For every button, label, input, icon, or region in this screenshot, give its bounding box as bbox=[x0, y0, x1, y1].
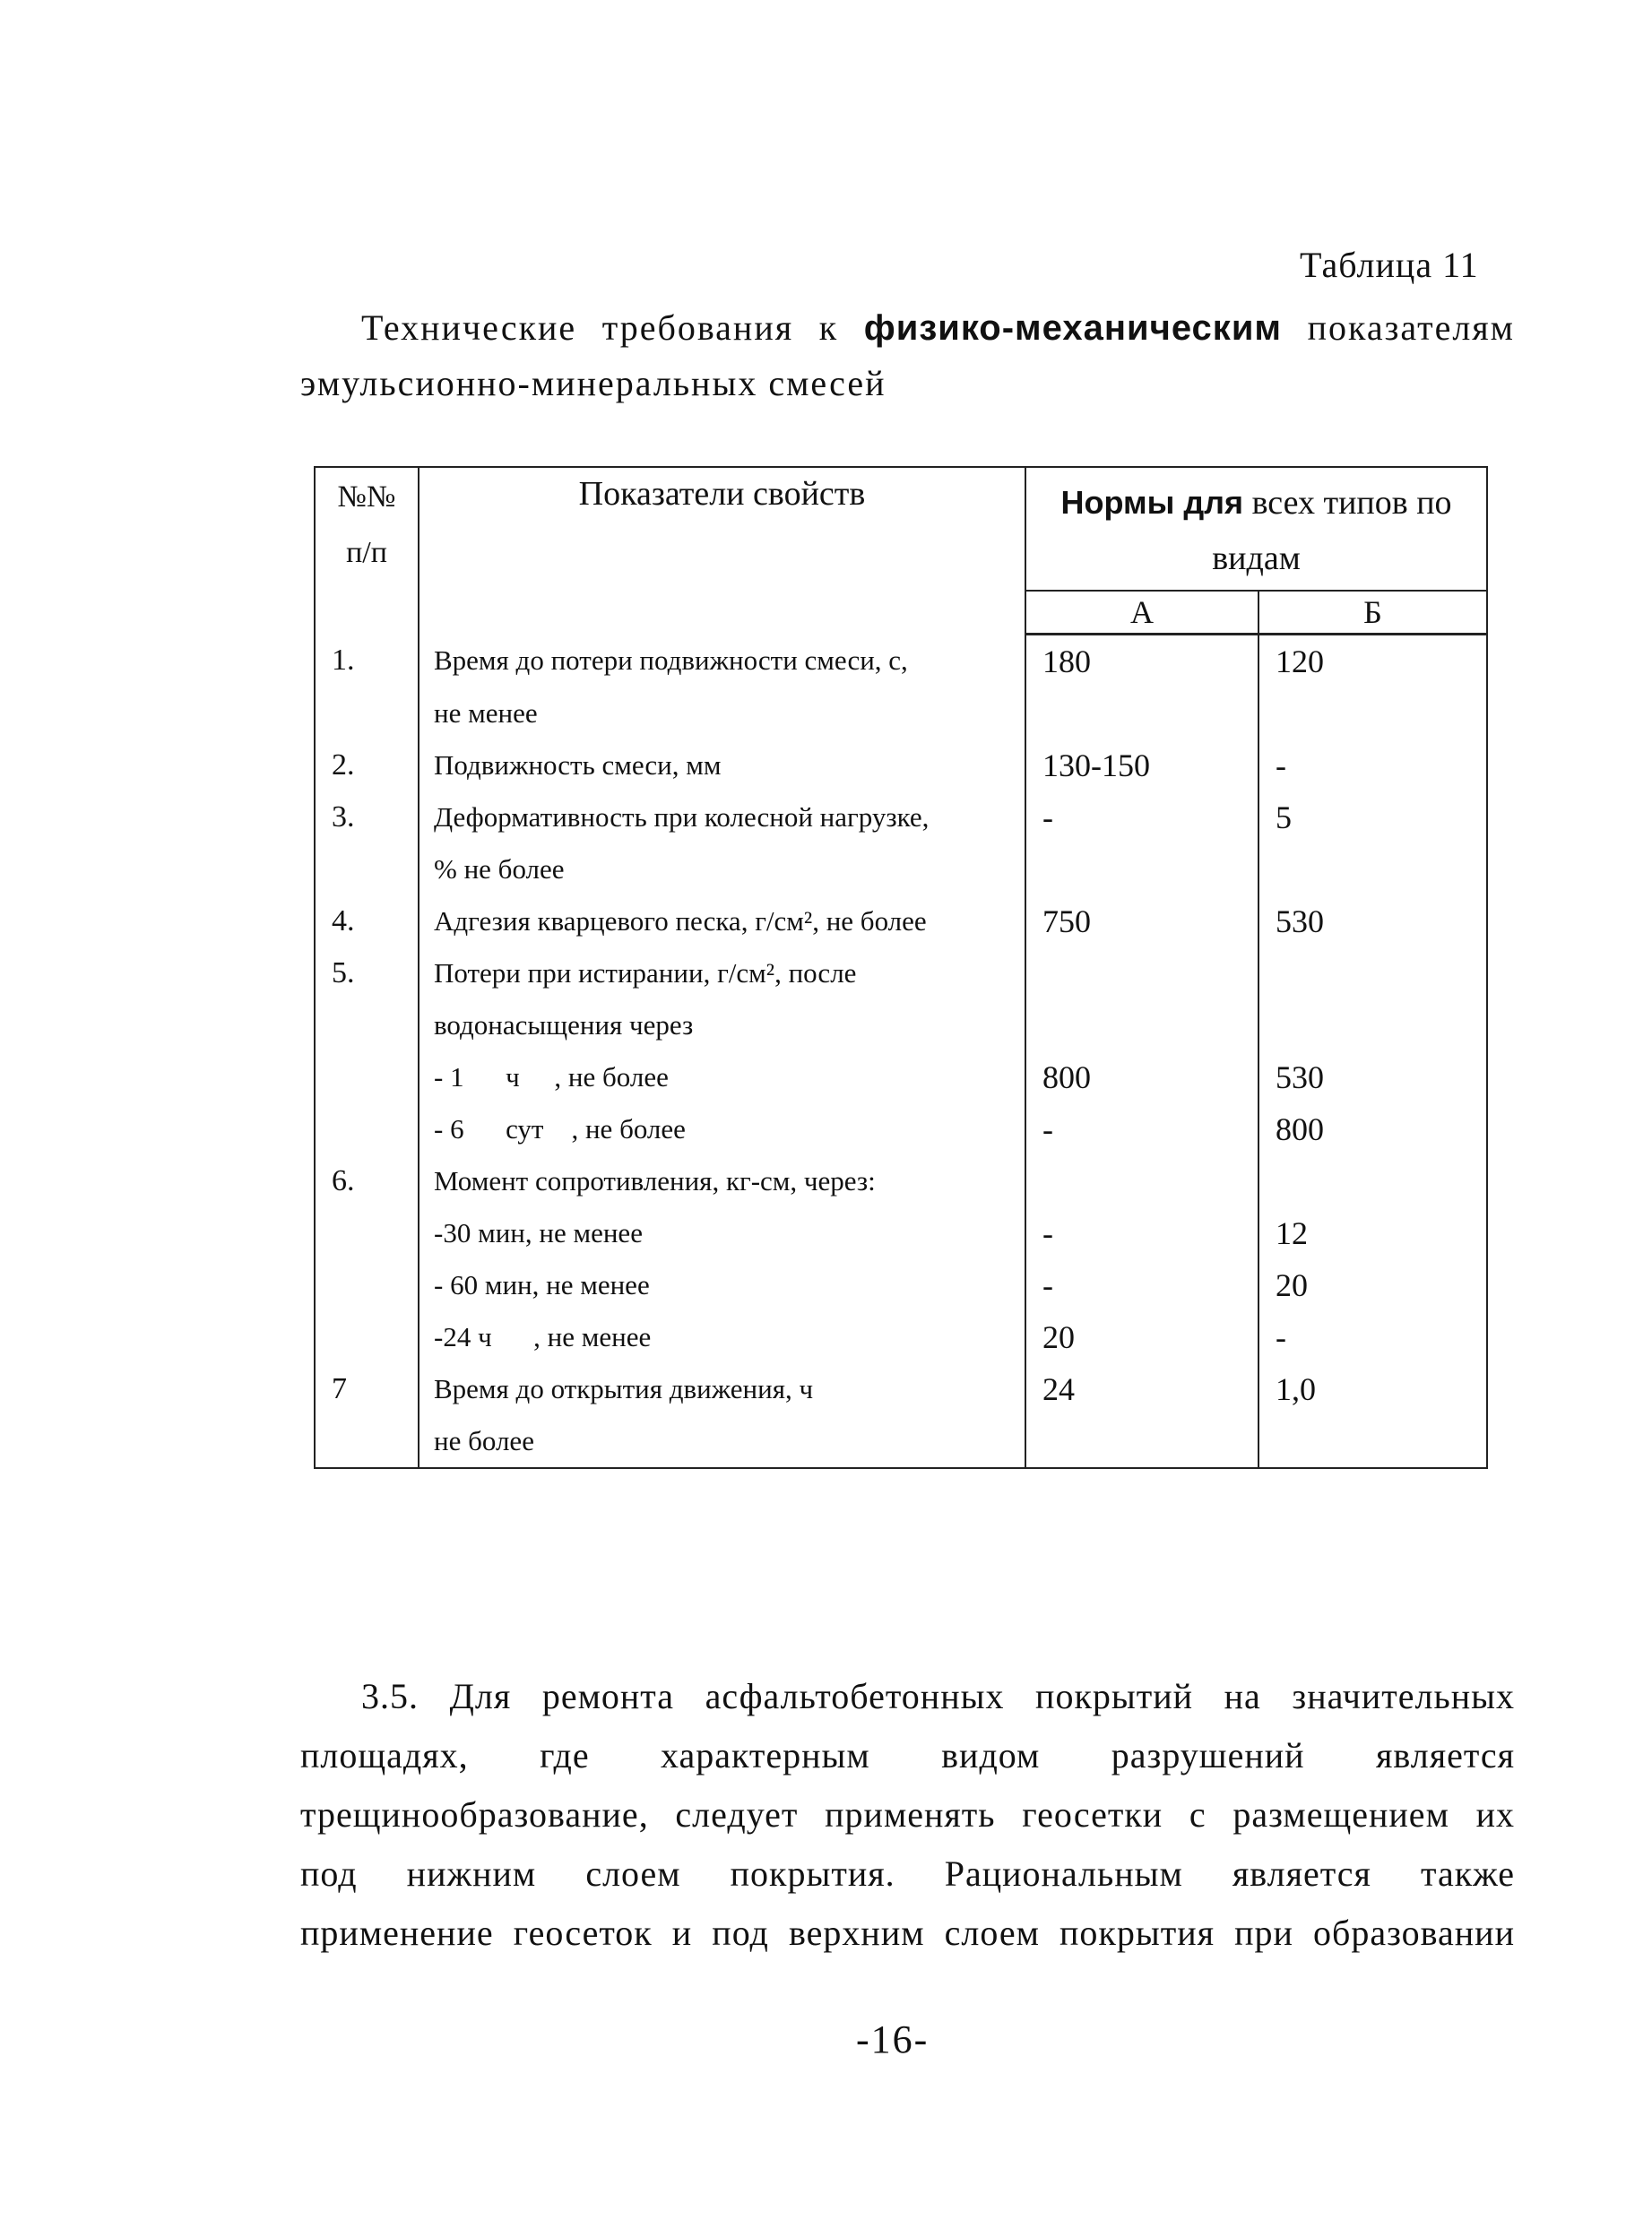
table-row bbox=[315, 1207, 1487, 1259]
row-value-b bbox=[1258, 843, 1487, 895]
header-norms-line-1 bbox=[1026, 475, 1486, 531]
row-property: -30 мин, не менее bbox=[419, 1207, 1025, 1259]
table-row bbox=[315, 895, 1487, 947]
row-property: Деформативность при колесной нагрузке, bbox=[419, 791, 1025, 843]
header-number-line-2: п/п bbox=[346, 536, 387, 569]
table-row bbox=[315, 1051, 1487, 1103]
row-number bbox=[315, 843, 419, 895]
row-value-a: 180 bbox=[1025, 635, 1258, 688]
paragraph-line: 3.5. Для ремонта асфальтобетонных покрытий на значительных bbox=[361, 1676, 1515, 1716]
row-value-a: - bbox=[1025, 791, 1258, 843]
row-value-a: 800 bbox=[1025, 1051, 1258, 1103]
table-row bbox=[315, 1311, 1487, 1363]
row-value-a: 24 bbox=[1025, 1363, 1258, 1415]
row-value-b: 530 bbox=[1258, 895, 1487, 947]
table-row bbox=[315, 1363, 1487, 1415]
row-value-a: - bbox=[1025, 1207, 1258, 1259]
title-text-bold: физико-механическим bbox=[863, 308, 1282, 348]
row-number bbox=[315, 1311, 419, 1363]
specifications-table bbox=[314, 466, 1488, 1469]
header-col-a: А bbox=[1025, 591, 1258, 635]
row-number: 6. bbox=[315, 1155, 419, 1207]
table-row bbox=[315, 687, 1487, 739]
row-property: Момент сопротивления, кг-см, через: bbox=[419, 1155, 1025, 1207]
row-value-a: - bbox=[1025, 1103, 1258, 1155]
row-property: не менее bbox=[419, 687, 1025, 739]
row-value-b: 120 bbox=[1258, 635, 1487, 688]
row-property: -24 ч , не менее bbox=[419, 1311, 1025, 1363]
table-row bbox=[315, 1259, 1487, 1311]
table-title bbox=[300, 300, 1515, 411]
table-row bbox=[315, 635, 1487, 688]
row-property: Потери при истирании, г/см², после bbox=[419, 947, 1025, 999]
row-value-b: 20 bbox=[1258, 1259, 1487, 1311]
row-value-a: 20 bbox=[1025, 1311, 1258, 1363]
row-value-a bbox=[1025, 947, 1258, 999]
header-norms bbox=[1025, 467, 1487, 591]
header-norms-rest: всех типов по bbox=[1243, 484, 1452, 522]
paragraph-line: трещинообразование, следует применять геосетки с размещением их bbox=[300, 1794, 1515, 1835]
row-number bbox=[315, 1103, 419, 1155]
row-value-b: 1,0 bbox=[1258, 1363, 1487, 1415]
title-text-post: показателям bbox=[1282, 307, 1515, 348]
row-value-b: - bbox=[1258, 739, 1487, 791]
row-value-b bbox=[1258, 1155, 1487, 1207]
page-number: -16- bbox=[856, 2017, 930, 2061]
table-row bbox=[315, 1103, 1487, 1155]
row-number: 7 bbox=[315, 1363, 419, 1415]
header-norms-bold: Нормы для bbox=[1060, 484, 1244, 521]
row-property: Время до потери подвижности смеси, с, bbox=[419, 635, 1025, 688]
row-property: водонасыщения через bbox=[419, 999, 1025, 1051]
row-number bbox=[315, 1415, 419, 1468]
row-number: 1. bbox=[315, 635, 419, 688]
row-value-b: 800 bbox=[1258, 1103, 1487, 1155]
row-value-a bbox=[1025, 999, 1258, 1051]
body-paragraph bbox=[300, 1667, 1515, 1963]
table-row bbox=[315, 1415, 1487, 1468]
row-value-b: 12 bbox=[1258, 1207, 1487, 1259]
row-number bbox=[315, 687, 419, 739]
row-value-a bbox=[1025, 1155, 1258, 1207]
table-row bbox=[315, 999, 1487, 1051]
table-row bbox=[315, 843, 1487, 895]
header-norms-line-2: видам bbox=[1212, 540, 1301, 577]
table-row bbox=[315, 791, 1487, 843]
table-row bbox=[315, 1155, 1487, 1207]
row-property: Адгезия кварцевого песка, г/см², не более bbox=[419, 895, 1025, 947]
header-number bbox=[315, 467, 419, 635]
row-value-a bbox=[1025, 687, 1258, 739]
row-property: - 60 мин, не менее bbox=[419, 1259, 1025, 1311]
row-number: 4. bbox=[315, 895, 419, 947]
row-value-b: 530 bbox=[1258, 1051, 1487, 1103]
table-row bbox=[315, 739, 1487, 791]
title-text-pre: Технические требования к bbox=[361, 307, 864, 348]
row-number: 5. bbox=[315, 947, 419, 999]
row-value-a bbox=[1025, 1415, 1258, 1468]
row-property: - 6 сут , не более bbox=[419, 1103, 1025, 1155]
row-property: Подвижность смеси, мм bbox=[419, 739, 1025, 791]
row-value-b bbox=[1258, 1415, 1487, 1468]
row-number: 3. bbox=[315, 791, 419, 843]
paragraph-line: площадях, где характерным видом разрушений является bbox=[300, 1735, 1515, 1775]
header-col-b: Б bbox=[1258, 591, 1487, 635]
row-number bbox=[315, 1207, 419, 1259]
row-value-a: - bbox=[1025, 1259, 1258, 1311]
header-property: Показатели свойств bbox=[419, 467, 1025, 635]
paragraph-line: применение геосеток и под верхним слоем покрытия при образовании bbox=[300, 1913, 1515, 1953]
row-value-b: 5 bbox=[1258, 791, 1487, 843]
row-value-a bbox=[1025, 843, 1258, 895]
row-property: не более bbox=[419, 1415, 1025, 1468]
row-number bbox=[315, 1051, 419, 1103]
row-value-b: - bbox=[1258, 1311, 1487, 1363]
row-value-b bbox=[1258, 947, 1487, 999]
row-value-a: 750 bbox=[1025, 895, 1258, 947]
row-number: 2. bbox=[315, 739, 419, 791]
table-title-line-2: эмульсионно-минеральных смесей bbox=[300, 363, 887, 403]
row-property: Время до открытия движения, ч bbox=[419, 1363, 1025, 1415]
row-value-b bbox=[1258, 999, 1487, 1051]
row-number bbox=[315, 1259, 419, 1311]
header-number-line-1: №№ bbox=[337, 480, 396, 514]
row-property: % не более bbox=[419, 843, 1025, 895]
table-caption: Таблица 11 bbox=[1300, 245, 1479, 285]
table-title-line-1 bbox=[300, 300, 1515, 356]
table-row bbox=[315, 947, 1487, 999]
paragraph-line: под нижним слоем покрытия. Рациональным является также bbox=[300, 1853, 1515, 1894]
row-property: - 1 ч , не более bbox=[419, 1051, 1025, 1103]
row-number bbox=[315, 999, 419, 1051]
row-value-a: 130-150 bbox=[1025, 739, 1258, 791]
row-value-b bbox=[1258, 687, 1487, 739]
